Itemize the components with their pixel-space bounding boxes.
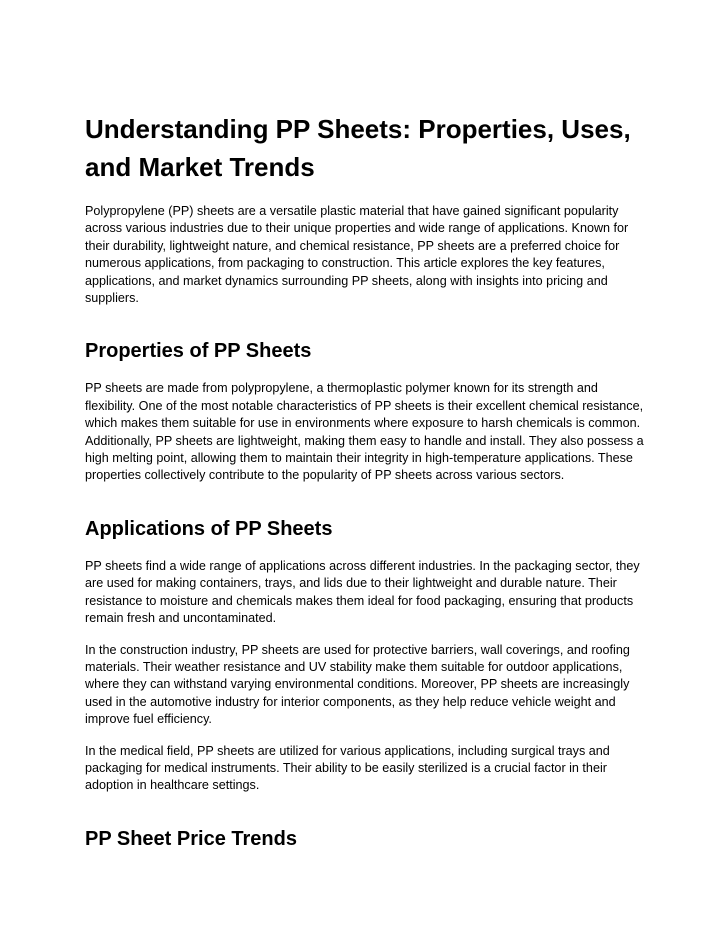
document-body: [85, 110, 645, 868]
applications-paragraph-packaging: PP sheets find a wide range of applications across different industries. In the packaging sector, they are used for making containers, trays, and lids due to their lightweight and durable nature. Their resistance to moisture and chemicals makes them ideal for food packaging, ensuring that products remain fresh and uncontaminated.: [85, 558, 640, 626]
section-heading-properties: Properties of PP Sheets: [85, 340, 312, 363]
page-title: Understanding PP Sheets: Properties, Uses, and Market Trends: [85, 114, 631, 182]
intro-paragraph: Polypropylene (PP) sheets are a versatile plastic material that have gained significant popularity across various industries due to their unique properties and wide range of applications. Known for their durability, lightweight nature, and chemical resistance, PP sheets are a preferred choice for numerous applications, from packaging to construction. This article explores the key features, applications, and market dynamics surrounding PP sheets, along with insights into pricing and suppliers.: [85, 204, 629, 306]
section-heading-applications: Applications of PP Sheets: [85, 517, 333, 540]
applications-paragraph-construction: In the construction industry, PP sheets are used for protective barriers, wall coverings, and roofing materials. Their weather resistance and UV stability make them suitable for outdoor applications, where they can withstand varying environmental conditions. Moreover, PP sheets are increasingly used in the automotive industry for interior components, as they help reduce vehicle weight and improve fuel efficiency.: [85, 642, 630, 727]
section-heading-price-trends: PP Sheet Price Trends: [85, 827, 297, 850]
applications-paragraph-medical: In the medical field, PP sheets are utilized for various applications, including surgical trays and packaging for medical instruments. Their ability to be easily sterilized is a crucial factor in their adoption in healthcare settings.: [85, 743, 610, 793]
properties-paragraph: PP sheets are made from polypropylene, a thermoplastic polymer known for its strength and flexibility. One of the most notable characteristics of PP sheets is their excellent chemical resistance, which makes them suitable for use in environments where exposure to harsh chemicals is common. Additionally, PP sheets are lightweight, making them easy to handle and install. They also possess a high melting point, allowing them to maintain their integrity in high-temperature applications. These properties collectively contribute to the popularity of PP sheets across various sectors.: [85, 381, 644, 483]
